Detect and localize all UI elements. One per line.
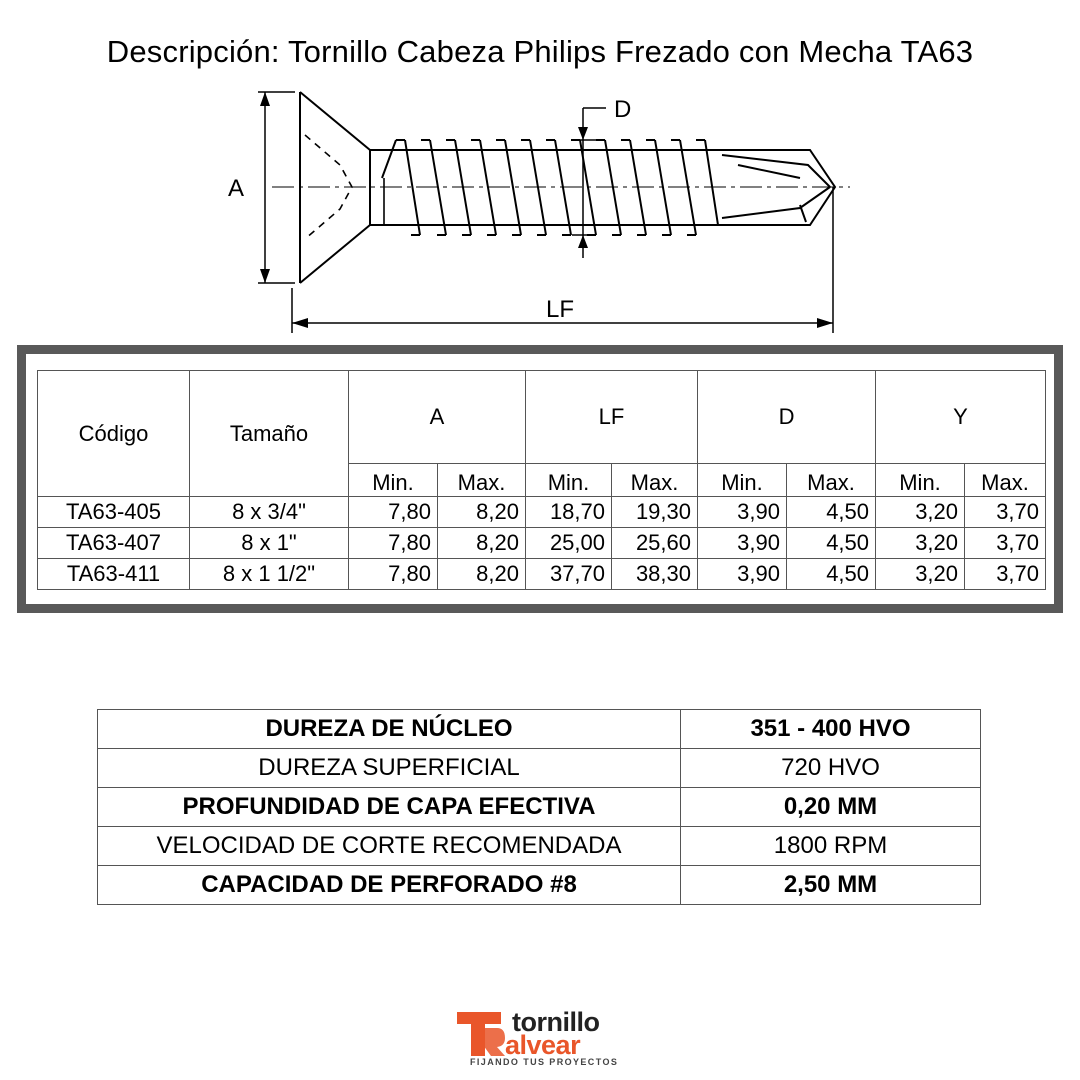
property-row — [98, 866, 981, 905]
dimension-label-d: D — [614, 96, 632, 123]
subheader-max: Max. — [965, 464, 1046, 497]
subheader-min: Min. — [349, 464, 438, 497]
property-row — [98, 788, 981, 827]
dimension-label-a: A — [228, 175, 245, 202]
cell-lf-max: 38,30 — [612, 559, 698, 590]
property-value: 720 HVO — [681, 749, 981, 788]
subheader-max: Max. — [438, 464, 526, 497]
cell-y-min: 3,20 — [876, 497, 965, 528]
cell-tamano: 8 x 3/4" — [190, 497, 349, 528]
property-value: 351 - 400 HVO — [681, 710, 981, 749]
cell-lf-min: 37,70 — [526, 559, 612, 590]
dimension-label-lf: LF — [546, 296, 575, 323]
header-d: D — [698, 371, 876, 464]
header-lf: LF — [526, 371, 698, 464]
property-row — [98, 827, 981, 866]
brand-logo — [455, 1008, 625, 1070]
properties-table — [97, 709, 981, 905]
header-tamano: Tamaño — [190, 371, 349, 497]
cell-a-max: 8,20 — [438, 528, 526, 559]
cell-a-min: 7,80 — [349, 528, 438, 559]
property-label: CAPACIDAD DE PERFORADO #8 — [98, 866, 681, 905]
cell-a-max: 8,20 — [438, 559, 526, 590]
table-row — [38, 559, 1046, 590]
cell-d-max: 4,50 — [787, 528, 876, 559]
cell-tamano: 8 x 1 1/2" — [190, 559, 349, 590]
cell-lf-min: 25,00 — [526, 528, 612, 559]
cell-y-max: 3,70 — [965, 497, 1046, 528]
table-row — [38, 528, 1046, 559]
cell-a-max: 8,20 — [438, 497, 526, 528]
cell-lf-max: 25,60 — [612, 528, 698, 559]
property-label: DUREZA DE NÚCLEO — [98, 710, 681, 749]
subheader-min: Min. — [698, 464, 787, 497]
subheader-max: Max. — [612, 464, 698, 497]
header-codigo: Código — [38, 371, 190, 497]
subheader-max: Max. — [787, 464, 876, 497]
cell-y-min: 3,20 — [876, 559, 965, 590]
cell-tamano: 8 x 1" — [190, 528, 349, 559]
table-row — [38, 497, 1046, 528]
logo-word-tornillo: tornillo — [512, 1007, 600, 1037]
header-y: Y — [876, 371, 1046, 464]
property-label: DUREZA SUPERFICIAL — [98, 749, 681, 788]
cell-lf-min: 18,70 — [526, 497, 612, 528]
cell-codigo: TA63-411 — [38, 559, 190, 590]
cell-a-min: 7,80 — [349, 559, 438, 590]
cell-y-max: 3,70 — [965, 528, 1046, 559]
subheader-min: Min. — [526, 464, 612, 497]
property-value: 1800 RPM — [681, 827, 981, 866]
logo-word-alvear: alvear — [505, 1030, 581, 1060]
cell-d-min: 3,90 — [698, 559, 787, 590]
logo-tagline: FIJANDO TUS PROYECTOS — [470, 1057, 619, 1067]
property-value: 0,20 MM — [681, 788, 981, 827]
cell-d-min: 3,90 — [698, 528, 787, 559]
property-value: 2,50 MM — [681, 866, 981, 905]
cell-codigo: TA63-407 — [38, 528, 190, 559]
cell-lf-max: 19,30 — [612, 497, 698, 528]
logo-mark-icon — [457, 1012, 507, 1060]
cell-d-max: 4,50 — [787, 559, 876, 590]
table-header-row — [38, 371, 1046, 464]
cell-y-min: 3,20 — [876, 528, 965, 559]
screw-technical-drawing — [0, 0, 1080, 340]
property-row — [98, 710, 981, 749]
cell-codigo: TA63-405 — [38, 497, 190, 528]
subheader-min: Min. — [876, 464, 965, 497]
property-label: PROFUNDIDAD DE CAPA EFECTIVA — [98, 788, 681, 827]
page-title: Descripción: Tornillo Cabeza Philips Frezado con Mecha TA63 — [106, 34, 974, 69]
cell-a-min: 7,80 — [349, 497, 438, 528]
cell-d-min: 3,90 — [698, 497, 787, 528]
cell-y-max: 3,70 — [965, 559, 1046, 590]
cell-d-max: 4,50 — [787, 497, 876, 528]
dimensions-table — [37, 370, 1046, 590]
property-row — [98, 749, 981, 788]
header-a: A — [349, 371, 526, 464]
property-label: VELOCIDAD DE CORTE RECOMENDADA — [98, 827, 681, 866]
